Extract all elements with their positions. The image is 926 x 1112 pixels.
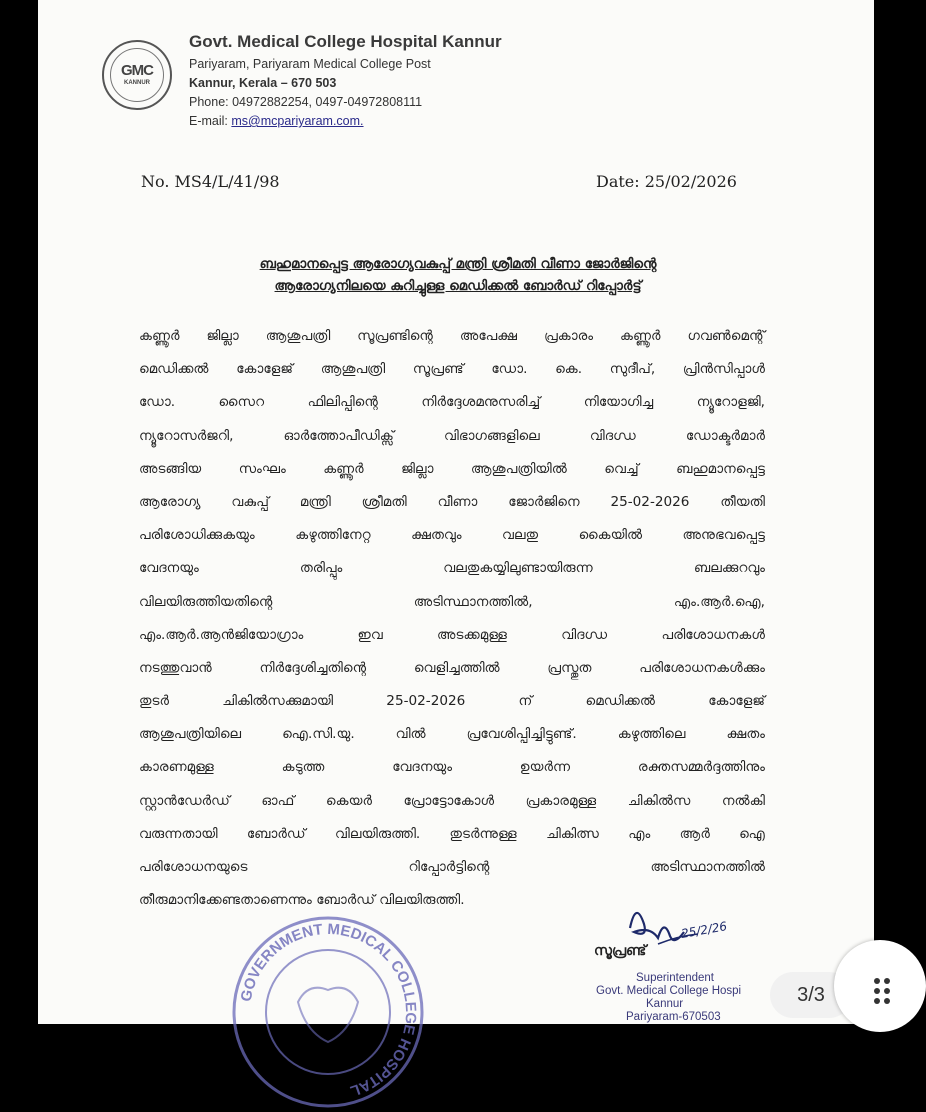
- email-link[interactable]: ms@mcpariyaram.com.: [231, 114, 364, 128]
- subject-line-1: ബഹുമാനപ്പെട്ട ആരോഗ്യവകുപ്പ് മന്ത്രി ശ്രീമതി വീണാ ജോർജിന്റെ: [259, 256, 657, 272]
- official-seal: [228, 912, 428, 1112]
- stamp-line-1: Superintendent: [636, 972, 715, 984]
- subject-line-2: ആരോഗ്യനിലയെ കുറിച്ചുള്ള മെഡിക്കൽ ബോർഡ് റിപ്പോർട്ട്: [274, 278, 642, 294]
- seal-text: GOVERNMENT MEDICAL COLLEGE HOSPITAL: [237, 920, 420, 1100]
- email-label: E-mail:: [189, 114, 232, 128]
- body-line: വേദനയും തരിപ്പും വലതുകയ്യിലുണ്ടായിരുന്ന ബലക്കുറവും: [139, 560, 765, 577]
- letterhead: [189, 32, 502, 131]
- grid-dots-icon: [872, 976, 902, 1006]
- superintendent-stamp: [596, 972, 741, 1024]
- body-line: വരുന്നതായി ബോർഡ് വിലയിരുത്തി. തുടർന്നുള്ള ചികിത്സ എം ആർ ഐ: [139, 825, 765, 842]
- page-indicator: 3/3: [770, 972, 852, 1018]
- address-line-2: Kannur, Kerala – 670 503: [189, 76, 337, 90]
- signature-date: 25/2/26: [680, 919, 729, 941]
- body-line: തീരുമാനിക്കേണ്ടതാണെന്നും ബോർഡ് വിലയിരുത്തി.: [139, 892, 465, 909]
- svg-text:GOVERNMENT MEDICAL COLLEGE HOS: [238, 921, 420, 1100]
- email-line: [189, 112, 502, 131]
- body-line: തുടർ ചികിൽസക്കുമായി 25-02-2026 ന് മെഡിക്കൽ കോളേജ്: [139, 693, 765, 710]
- hospital-logo: [102, 40, 172, 110]
- logo-text: GMC: [121, 62, 153, 79]
- hospital-name: Govt. Medical College Hospital Kannur: [189, 32, 502, 51]
- body-line: സ്റ്റാൻഡേർഡ് ഓഫ് കെയർ പ്രോട്ടോകോൾ പ്രകാരമുള്ള ചികിൽസ നൽകി: [139, 792, 765, 809]
- body-line: നടത്തുവാൻ നിർദ്ദേശിച്ചതിന്റെ വെളിച്ചത്തിൽ പ്രസ്തുത പരിശോധനകൾക്കും: [139, 659, 765, 676]
- body-line: പരിശോധനയുടെ റിപ്പോർട്ടിന്റെ അടിസ്ഥാനത്തിൽ: [139, 859, 765, 875]
- viewer-menu-button[interactable]: [834, 940, 926, 1032]
- document-page: [38, 0, 874, 1100]
- body-line: എം.ആർ.ആൻജിയോഗ്രാം ഇവ അടക്കമുള്ള വിദഗ്ധ പരിശോധനകൾ: [139, 626, 765, 643]
- address-line-1: Pariyaram, Pariyaram Medical College Post: [189, 57, 431, 71]
- body-line: കാരണമുള്ള കടുത്ത വേദനയും ഉയർന്ന രക്തസമ്മർദ്ദത്തിനും: [139, 759, 765, 776]
- letter-date: Date: 25/02/2026: [596, 172, 737, 191]
- body-line: ആരോഗ്യ വകുപ്പ് മന്ത്രി ശ്രീമതി വീണാ ജോർജിനെ 25-02-2026 തീയതി: [139, 493, 765, 510]
- stamp-line-4: Pariyaram-670503: [626, 1011, 721, 1023]
- body-line: ഡോ. സൈറ ഫിലിപ്പിന്റെ നിർദ്ദേശമനുസരിച്ച് നിയോഗിച്ച ന്യൂറോളജി,: [139, 394, 765, 411]
- body-line: വിലയിരുത്തിയതിന്റെ അടിസ്ഥാനത്തിൽ, എം.ആർ.ഐ,: [139, 593, 765, 610]
- body-line: പരിശോധിക്കുകയും കഴുത്തിനേറ്റ ക്ഷതവും വലതു കൈയിൽ അനുഭവപ്പെട്ട: [139, 527, 765, 544]
- letter-body: [139, 320, 765, 917]
- body-line: ആശുപത്രിയിലെ ഐ.സി.യു. വിൽ പ്രവേശിപ്പിച്ചിട്ടുണ്ട്. കഴുത്തിലെ ക്ഷതം: [139, 726, 765, 743]
- stamp-line-3: Kannur: [646, 998, 684, 1010]
- body-line: മെഡിക്കൽ കോളേജ് ആശുപത്രി സൂപ്രണ്ട് ഡോ. കെ. സുദീപ്, പ്രിൻസിപ്പാൾ: [139, 361, 765, 378]
- logo-subtext: KANNUR: [124, 80, 150, 86]
- stamp-line-2: Govt. Medical College Hospi: [596, 985, 742, 997]
- signatory-title: സൂപ്രണ്ട്: [594, 943, 647, 959]
- subject-heading: [193, 253, 723, 297]
- phone-line: Phone: 04972882254, 0497-04972808111: [189, 95, 423, 109]
- reference-number: No. MS4/L/41/98: [141, 172, 280, 191]
- body-line: ന്യൂറോസർജറി, ഓർത്തോപീഡിക്സ് വിഭാഗങ്ങളിലെ വിദഗ്ധ ഡോക്ടർമാർ: [139, 427, 765, 444]
- body-line: അടങ്ങിയ സംഘം കണ്ണൂർ ജില്ലാ ആശുപത്രിയിൽ വെച്ച് ബഹുമാനപ്പെട്ട: [139, 460, 765, 477]
- body-line: കണ്ണൂർ ജില്ലാ ആശുപത്രി സൂപ്രണ്ടിന്റെ അപേക്ഷ പ്രകാരം കണ്ണൂർ ഗവൺമെന്റ്: [139, 328, 765, 344]
